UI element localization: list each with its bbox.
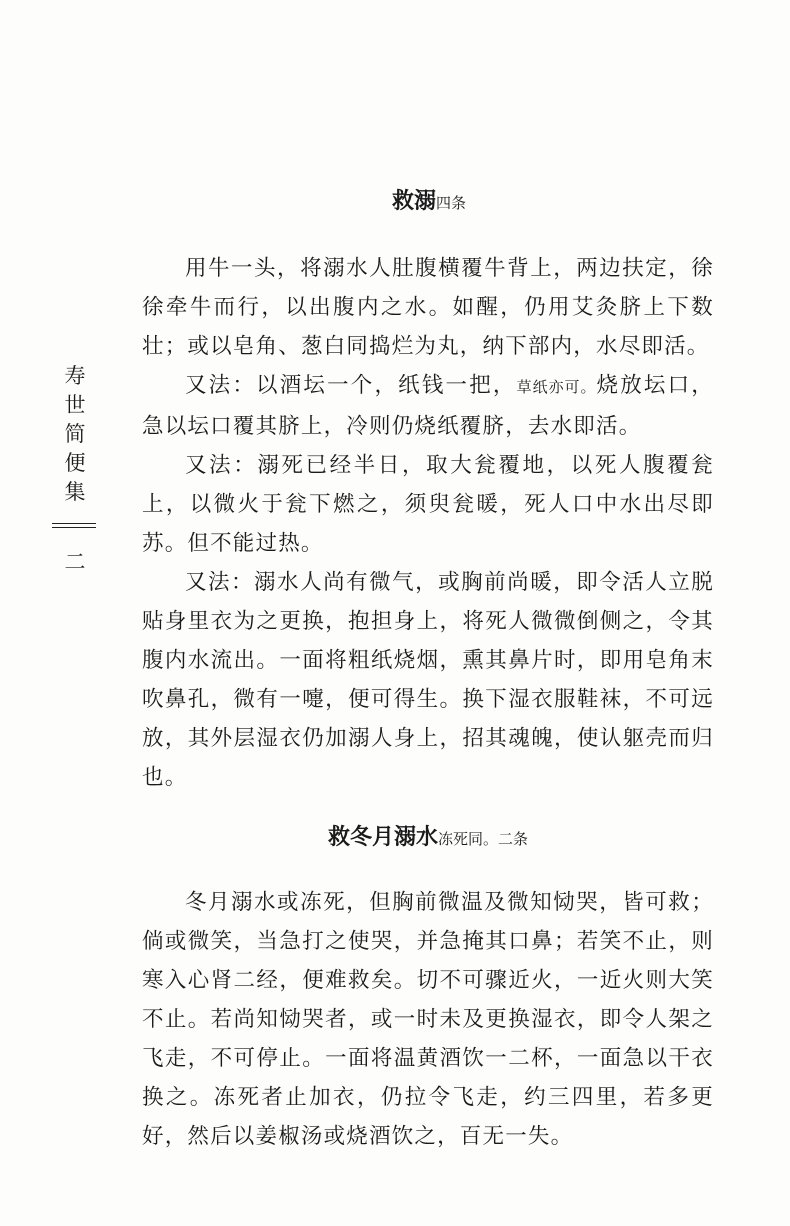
side-double-rule xyxy=(52,523,96,528)
section-title-note: 四条 xyxy=(436,194,467,212)
section-title-winter-drowning xyxy=(142,819,714,857)
paragraph-text: 烧放坛口，急以坛口覆其脐上，冷则仍烧纸覆脐，去水即活。 xyxy=(142,373,714,439)
running-book-title xyxy=(62,362,88,507)
book-title-char: 寿 xyxy=(64,364,86,388)
paragraph: 冬月溺水或冻死，但胸前微温及微知恸哭，皆可救；倘或微笑，当急打之使哭，并急掩其口鼻；若笑不止，则寒入心肾二经，便难救矣。切不可骤近火，一近火则大笑不止。若尚知恸哭者，或一时未及更换湿衣，即令人架之飞走，不可停止。一面将温黄酒饮一二杯，一面急以干衣换之。冻死者止加衣，仍拉令飞走，约三四里，若多更好，然后以姜椒汤或烧酒饮之，百无一失。 xyxy=(142,890,714,1149)
paragraph: 又法：溺水人尚有微气，或胸前尚暖，即令活人立脱贴身里衣为之更换，抱担身上，将死人微微倒侧之，令其腹内水流出。一面将粗纸烧烟，熏其鼻片时，即用皂角末吹鼻孔，微有一嚏，便可得生。换下湿衣服鞋袜，不可远放，其外层湿衣仍加溺人身上，招其魂魄，使认躯壳而归也。 xyxy=(142,570,714,790)
book-title-char: 集 xyxy=(64,480,86,504)
book-title-char: 简 xyxy=(64,422,86,446)
section-title-text: 救冬月溺水 xyxy=(327,824,438,850)
page-number: 二 xyxy=(64,550,86,574)
book-title-char: 便 xyxy=(64,451,86,475)
section-title-drowning xyxy=(144,183,714,221)
paragraph: 用牛一头，将溺水人肚腹横覆牛背上，两边扶定，徐徐牵牛而行，以出腹内之水。如醒，仍用艾灸脐上下数壮；或以皂角、葱白同捣烂为丸，纳下部内，水尽即活。 xyxy=(142,256,714,359)
paragraph-text: 又法：以酒坛一个，纸钱一把， xyxy=(185,373,517,398)
section-title-text: 救溺 xyxy=(391,188,436,214)
paragraph xyxy=(142,366,714,446)
paragraph: 又法：溺死已经半日，取大瓮覆地，以死人腹覆瓮上，以微火于瓮下燃之，须臾瓮暖，死人口中水出尽即苏。但不能过热。 xyxy=(142,453,714,556)
inline-note: 草纸亦可。 xyxy=(516,378,597,396)
section-title-note: 冻死同。二条 xyxy=(438,830,529,848)
book-title-char: 世 xyxy=(64,393,86,417)
main-content xyxy=(142,183,714,1156)
